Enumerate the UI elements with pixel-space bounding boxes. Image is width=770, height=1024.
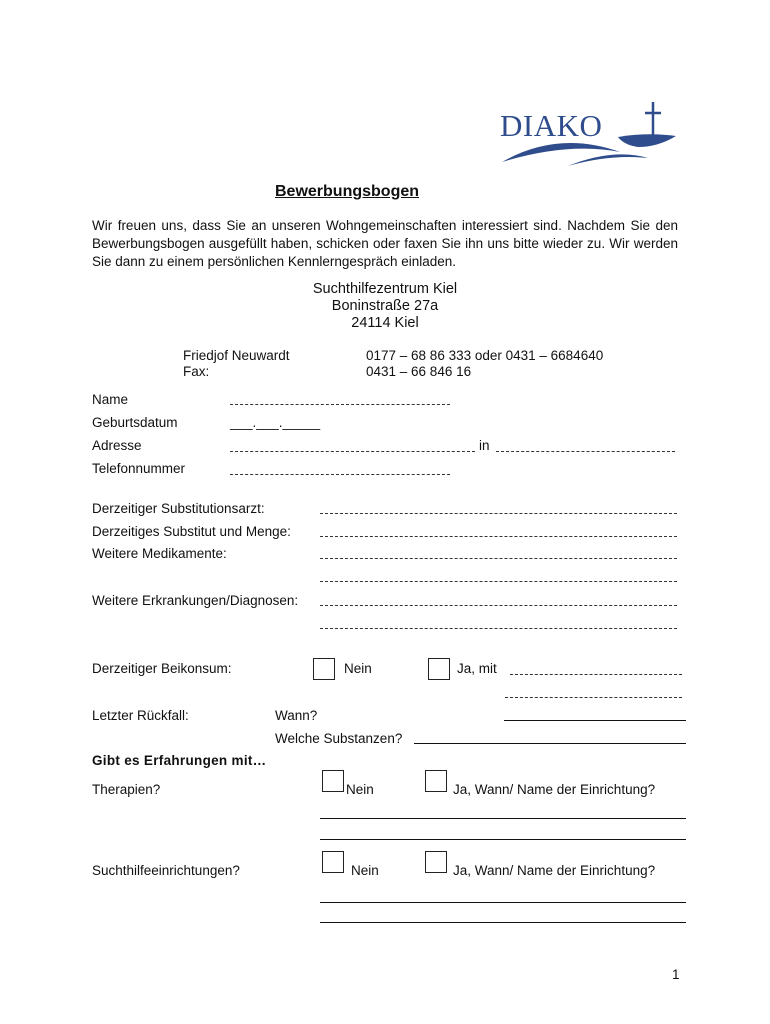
therapies-nein-label: Nein	[346, 782, 374, 797]
substances-label: Welche Substanzen?	[275, 731, 403, 746]
substances-field[interactable]	[414, 743, 686, 744]
birthdate-field[interactable]: ___.___._____	[230, 415, 321, 430]
medication-field-2[interactable]	[320, 581, 677, 582]
facilities-nein-checkbox[interactable]	[322, 851, 344, 873]
diagnoses-label: Weitere Erkrankungen/Diagnosen:	[92, 593, 299, 608]
name-field[interactable]	[230, 404, 450, 405]
therapies-ja-label: Ja, Wann/ Name der Einrichtung?	[453, 782, 656, 797]
facilities-ja-label: Ja, Wann/ Name der Einrichtung?	[453, 863, 656, 878]
address-in-label: in	[479, 438, 490, 453]
logo-text: DIAKO	[500, 108, 603, 143]
beikonsum-ja-checkbox[interactable]	[428, 658, 450, 680]
phone-label: Telefonnummer	[92, 461, 186, 476]
contact-name: Friedjof Neuwardt	[183, 348, 290, 363]
beikonsum-ja-field-1[interactable]	[510, 674, 682, 675]
therapies-label: Therapien?	[92, 782, 161, 797]
facilities-nein-label: Nein	[351, 863, 379, 878]
beikonsum-ja-label: Ja, mit	[457, 661, 497, 676]
address-label: Adresse	[92, 438, 142, 453]
page-number: 1	[672, 967, 680, 982]
address-line-2: Boninstraße 27a	[331, 298, 439, 314]
birthdate-label: Geburtsdatum	[92, 415, 178, 430]
substitute-field[interactable]	[320, 536, 677, 537]
contact-fax: 0431 – 66 846 16	[366, 364, 472, 379]
page-title: Bewerbungsbogen	[275, 183, 420, 200]
phone-field[interactable]	[230, 474, 450, 475]
diagnoses-field-1[interactable]	[320, 605, 677, 606]
beikonsum-nein-label: Nein	[344, 661, 372, 676]
address-line-3: 24114 Kiel	[351, 315, 419, 331]
address-block	[0, 281, 770, 332]
facilities-label: Suchthilfeeinrichtungen?	[92, 863, 240, 878]
relapse-when-label: Wann?	[275, 708, 318, 723]
beikonsum-label: Derzeitiger Beikonsum:	[92, 661, 232, 676]
doctor-label: Derzeitiger Substitutionsarzt:	[92, 501, 265, 516]
facilities-ja-checkbox[interactable]	[425, 851, 447, 873]
address-city-field[interactable]	[496, 451, 675, 452]
therapies-field-1[interactable]	[320, 818, 686, 819]
medication-label: Weitere Medikamente:	[92, 546, 227, 561]
therapies-ja-checkbox[interactable]	[425, 770, 447, 792]
experience-heading: Gibt es Erfahrungen mit…	[92, 753, 267, 768]
facilities-field-2[interactable]	[320, 922, 686, 923]
address-street-field[interactable]	[230, 451, 475, 452]
doctor-field[interactable]	[320, 513, 677, 514]
therapies-field-2[interactable]	[320, 839, 686, 840]
beikonsum-nein-checkbox[interactable]	[313, 658, 335, 680]
relapse-label: Letzter Rückfall:	[92, 708, 189, 723]
name-label: Name	[92, 392, 129, 407]
medication-field-1[interactable]	[320, 558, 677, 559]
fax-label: Fax:	[183, 364, 210, 379]
cross-wave-icon	[498, 100, 683, 170]
address-line-1: Suchthilfezentrum Kiel	[312, 281, 458, 297]
facilities-field-1[interactable]	[320, 902, 686, 903]
beikonsum-ja-field-2[interactable]	[505, 697, 682, 698]
relapse-when-field[interactable]	[504, 720, 686, 721]
substitute-label: Derzeitiges Substitut und Menge:	[92, 524, 291, 539]
contact-phone: 0177 – 68 86 333 oder 0431 – 6684640	[366, 348, 604, 363]
therapies-nein-checkbox[interactable]	[322, 770, 344, 792]
intro-text: Wir freuen uns, dass Sie an unseren Wohngemeinschaften interessiert sind. Nachdem Sie den Bewerbungsbogen ausgefüllt haben, schicken oder faxen Sie ihn uns bitte wieder zu. Wir werden Sie dann zu einem persönlichen Kennlerngespräch einladen.	[92, 218, 678, 269]
diako-logo	[498, 100, 683, 170]
diagnoses-field-2[interactable]	[320, 628, 677, 629]
